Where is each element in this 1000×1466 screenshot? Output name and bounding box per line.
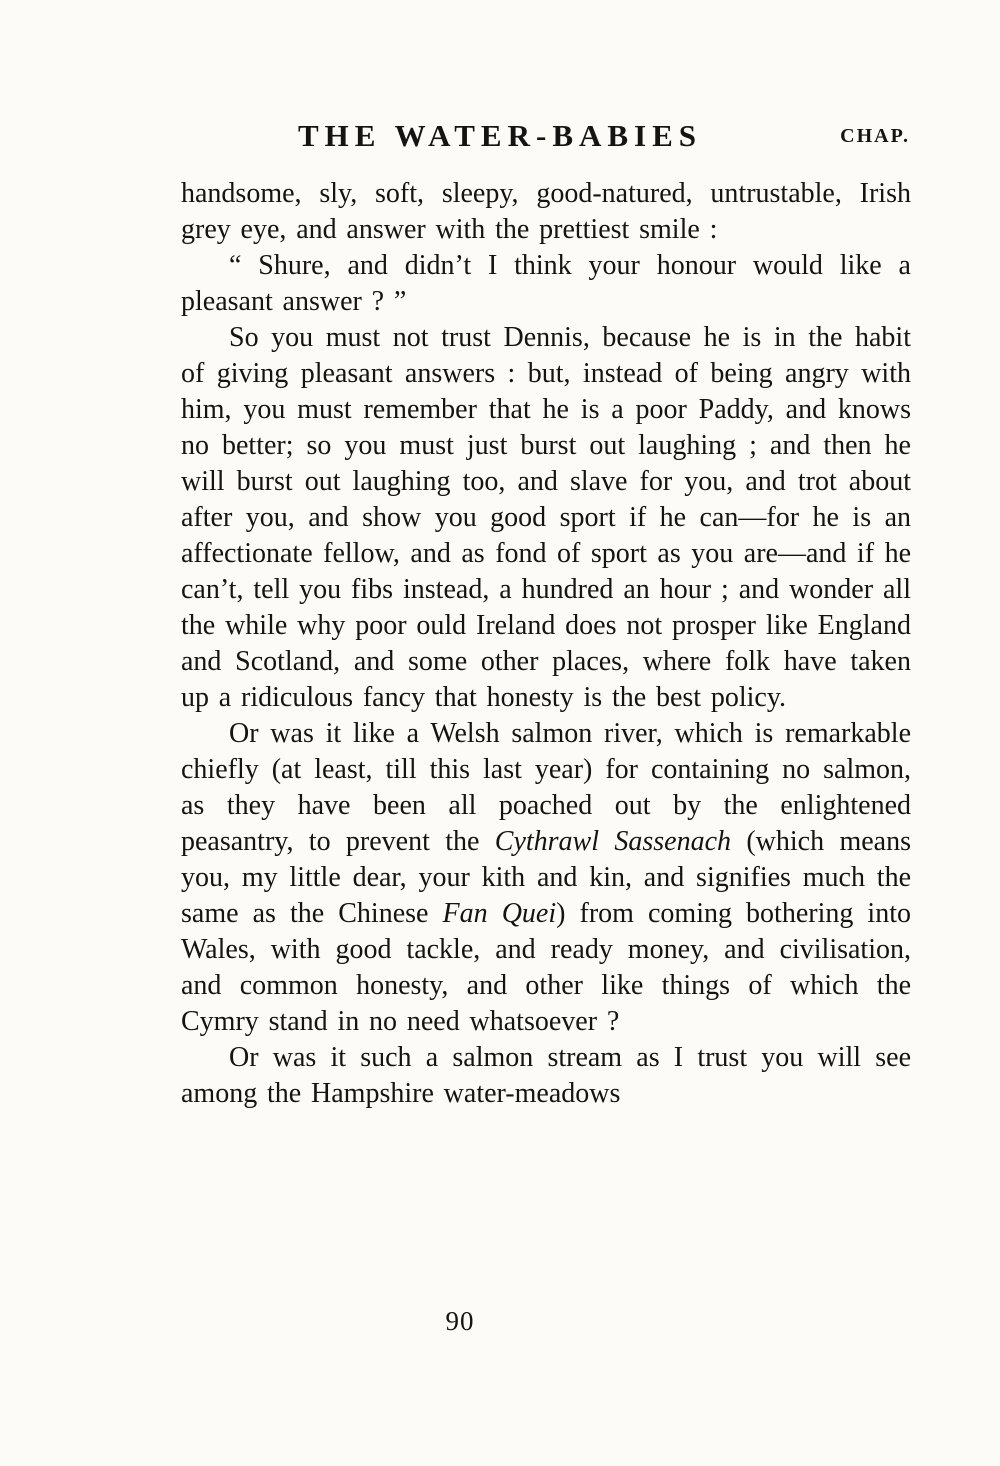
running-title: THE WATER-BABIES [297, 118, 703, 153]
paragraph-text: ) from coming bothering into Wales, with good tackle, and ready money, and civilisation, and common honesty, and other like things of which the Cymry stand in no need whatsoever ? [181, 898, 911, 1037]
paragraph-text: “ Shure, and didn’t I think your honour would like a pleasant answer ? ” [181, 250, 911, 317]
paragraph-text: handsome, sly, soft, sleepy, good-natured, untrustable, Irish grey eye, and answer with the prettiest smile : [181, 178, 911, 245]
page-header [0, 116, 1000, 156]
paragraph-salmon-stream [181, 1040, 911, 1112]
paragraph-text: So you must not trust Dennis, because he is in the habit of giving pleasant answers : but, instead of being angry with him, you must remember that he is a poor Paddy, and knows no better; so you must just burst out laughing ; and then he will burst out laughing too, and slave for you, and trot about after you, and show you good sport if he can—for he is an affectionate fellow, and as fond of sport as you are—and if he can’t, tell you fibs instead, a hundred an hour ; and wonder all the while why poor ould Ireland does not prosper like England and Scotland, and some other places, where folk have taken up a ridiculous fancy that honesty is the best policy. [181, 322, 911, 713]
italic-phrase-fan-quei: Fan Quei [442, 898, 557, 929]
italic-phrase-cythrawl-sassenach: Cythrawl Sassenach [494, 826, 732, 857]
page-number: 90 [445, 1306, 475, 1336]
paragraph-welsh-river [181, 716, 911, 1040]
paragraph-text: Or was it like a Welsh salmon river, which is remarkable chiefly (at least, till this last year) for containing no salmon, as they have been all poached out by the enlightened peasantry, to prevent the [181, 718, 911, 857]
paragraph-quote [181, 248, 911, 320]
paragraph-continuation [181, 176, 911, 248]
page-text [181, 176, 911, 1112]
paragraph-text: Or was it such a salmon stream as I trust you will see among the Hampshire water-meadows [181, 1042, 911, 1109]
paragraph-text: (which means you, my little dear, your kith and kin, and signifies much the same as the Chinese [181, 826, 911, 929]
chapter-label: CHAP. [840, 125, 910, 147]
paragraph-dennis [181, 320, 911, 716]
